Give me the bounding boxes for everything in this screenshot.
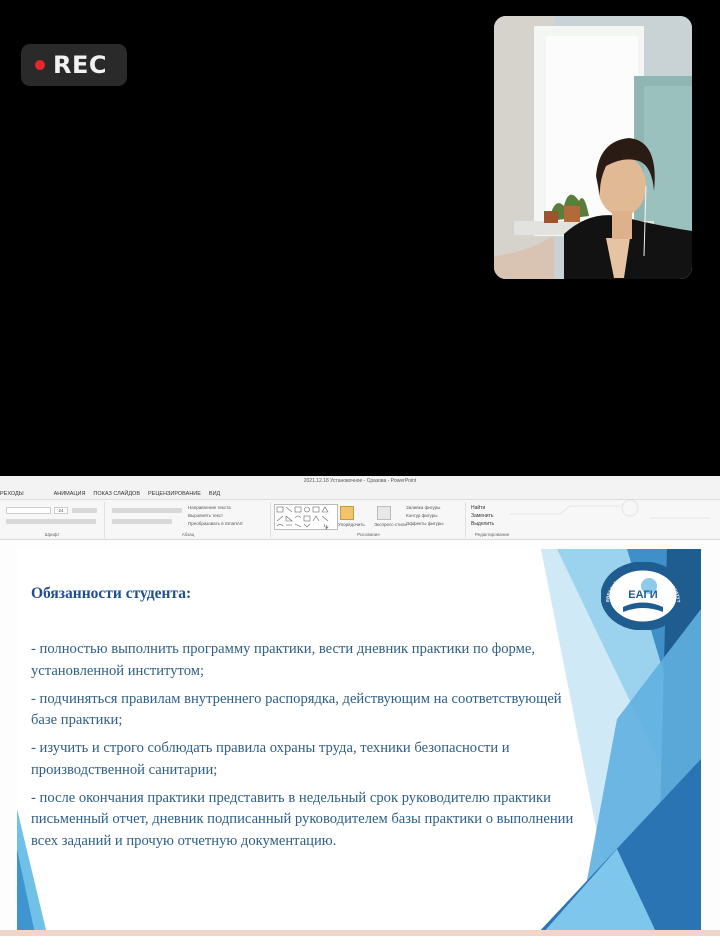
- find-button[interactable]: Найти: [471, 505, 486, 511]
- font-size-field[interactable]: 24: [54, 507, 68, 514]
- logo-initials: ЕАГИ: [628, 589, 658, 601]
- logo-ring-text: [601, 562, 685, 630]
- tab-review[interactable]: РЕЦЕНЗИРОВАНИЕ: [148, 491, 201, 497]
- presentation-slide: [17, 549, 701, 934]
- ribbon-tabs: [0, 486, 720, 500]
- align-text-button[interactable]: Выровнять текст: [188, 513, 224, 518]
- ribbon-group-drawing: [272, 502, 466, 538]
- quick-styles-button[interactable]: Экспресс-стили: [374, 522, 407, 527]
- svg-text:ЕВРАЗИЙСКИЙ ГУМАНИТАРНЫЙ ИНСТИ: [605, 571, 681, 603]
- select-button[interactable]: Выделить: [471, 521, 495, 527]
- screen-bottom-edge: [0, 936, 720, 946]
- duty-item: - после окончания практики представить в недельный срок руководителю практики письменный отчет, дневник подписанный руководителем базы практики о выполнении всех заданий и прочую отчетную документацию.: [31, 789, 574, 849]
- tab-animations[interactable]: АНИМАЦИЯ: [53, 491, 86, 497]
- arrange-icon: [340, 506, 354, 520]
- participant-video: [494, 16, 692, 279]
- duty-item: - изучить и строго соблюдать правила охраны труда, техники безопасности и производственной санитарии;: [31, 740, 510, 778]
- ribbon: [0, 500, 720, 540]
- shape-outline-button[interactable]: Контур фигуры: [406, 513, 438, 518]
- duty-item: - полностью выполнить программу практики, вести дневник практики по форме, установленной институтом;: [31, 641, 535, 679]
- ribbon-group-paragraph-label: Абзац: [181, 532, 195, 537]
- participant-video-tile[interactable]: [494, 16, 692, 279]
- text-direction-button[interactable]: Направление текста: [188, 505, 231, 510]
- ribbon-group-editing-label: Редактирование: [474, 532, 510, 537]
- quick-styles-icon: [377, 506, 391, 520]
- ribbon-group-drawing-label: Рисование: [357, 532, 380, 537]
- tab-transitions[interactable]: РЕХОДЫ: [0, 491, 24, 497]
- logo-ring-label: ЕВРАЗИЙСКИЙ ГУМАНИТАРНЫЙ ИНСТИТУТ: [604, 570, 682, 603]
- recording-label: REC: [53, 51, 107, 79]
- ppt-title-bar: [0, 476, 720, 486]
- convert-smartart-button[interactable]: Преобразовать в SmartArt: [188, 521, 243, 526]
- slide-title: Обязанности студента:: [31, 585, 192, 602]
- shape-fill-button[interactable]: Заливка фигуры: [406, 505, 441, 510]
- ribbon-decoration: [500, 500, 720, 524]
- ribbon-group-font: [0, 502, 105, 538]
- shape-effects-button[interactable]: Эффекты фигуры: [406, 521, 444, 526]
- tab-slide-show[interactable]: ПОКАЗ СЛАЙДОВ: [93, 491, 141, 497]
- slide-body: [31, 639, 591, 859]
- shared-screen: [0, 476, 720, 946]
- ribbon-group-paragraph: [106, 502, 271, 538]
- record-dot-icon: [35, 60, 45, 70]
- window-title: 2021.12.18 Установочное - Сразова - PowerPoint: [303, 478, 417, 484]
- recording-indicator: [21, 44, 127, 86]
- duty-item: - подчиняться правилам внутреннего распорядка, действующим на соответствующей базе практики;: [31, 690, 562, 729]
- shapes-gallery-icon[interactable]: [274, 504, 338, 530]
- ribbon-group-font-label: Шрифт: [44, 532, 60, 537]
- arrange-button[interactable]: Упорядочить: [338, 522, 365, 527]
- replace-button[interactable]: Заменить: [471, 513, 494, 519]
- tab-view[interactable]: ВИД: [208, 491, 221, 497]
